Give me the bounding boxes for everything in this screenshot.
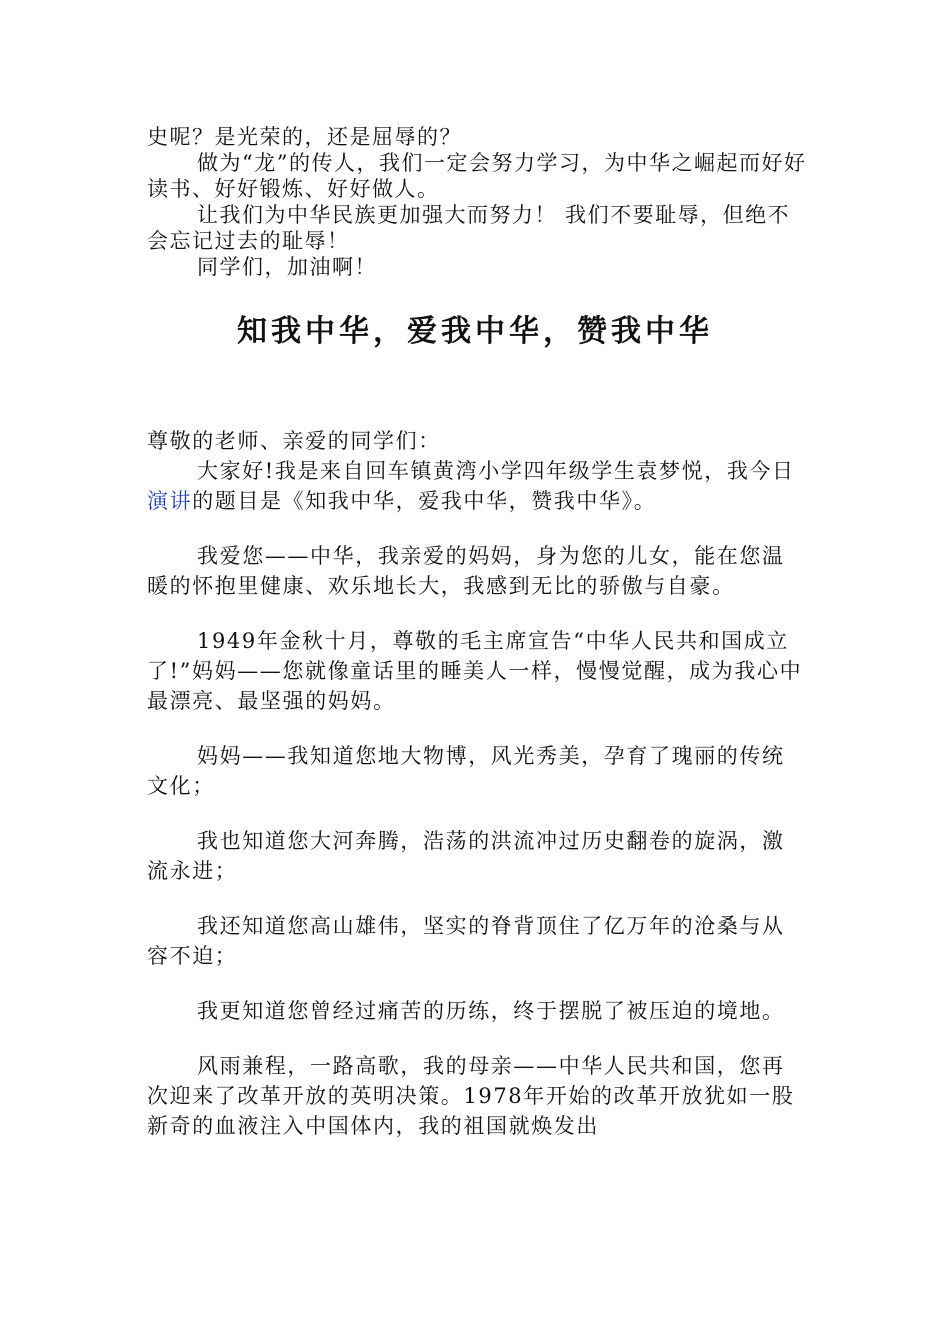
paragraph: 1949年金秋十月，尊敬的毛主席宣告“中华人民共和国成立了!”妈妈——您就像童话里的睡美人一样，慢慢觉醒，成为我心中最漂亮、最坚强的妈妈。 [147, 629, 803, 713]
paragraph: 让我们为中华民族更加强大而努力！ 我们不要耻辱，但绝不会忘记过去的耻辱！ [147, 203, 791, 253]
intro-text: 的题目是《知我中华，爱我中华，赞我中华》。 [192, 489, 657, 513]
paragraph: 我更知道您曾经过痛苦的历练，终于摆脱了被压迫的境地。 [197, 999, 785, 1023]
paragraph: 妈妈——我知道您地大物博，风光秀美，孕育了瑰丽的传统文化； [147, 744, 785, 798]
speech-title: 知我中华，爱我中华，赞我中华 [237, 314, 713, 349]
paragraph: 我爱您——中华，我亲爱的妈妈，身为您的儿女，能在您温暖的怀抱里健康、欢乐地长大，我感到无比的骄傲与自豪。 [147, 544, 785, 598]
intro-paragraph [147, 456, 807, 516]
speech-body [147, 426, 807, 1141]
paragraph: 同学们，加油啊！ [197, 255, 377, 279]
previous-speech-ending [147, 124, 812, 280]
paragraph: 做为“龙”的传人，我们一定会努力学习，为中华之崛起而好好读书、好好锻炼、好好做人。 [147, 151, 807, 201]
paragraph: 我还知道您高山雄伟，坚实的脊背顶住了亿万年的沧桑与从容不迫； [147, 914, 785, 968]
paragraph: 史呢？是光荣的，还是屈辱的？ [147, 125, 462, 149]
paragraph: 风雨兼程，一路高歌，我的母亲——中华人民共和国，您再次迎来了改革开放的英明决策。1978年开始的改革开放犹如一股新奇的血液注入中国体内，我的祖国就焕发出 [147, 1054, 795, 1138]
paragraph: 我也知道您大河奔腾，浩荡的洪流冲过历史翻卷的旋涡，激流永进； [147, 829, 785, 883]
intro-text: 大家好!我是来自回车镇黄湾小学四年级学生袁梦悦，我今日 [197, 459, 795, 483]
speech-link[interactable]: 演讲 [147, 489, 193, 513]
greeting: 尊敬的老师、亲爱的同学们： [147, 429, 441, 453]
